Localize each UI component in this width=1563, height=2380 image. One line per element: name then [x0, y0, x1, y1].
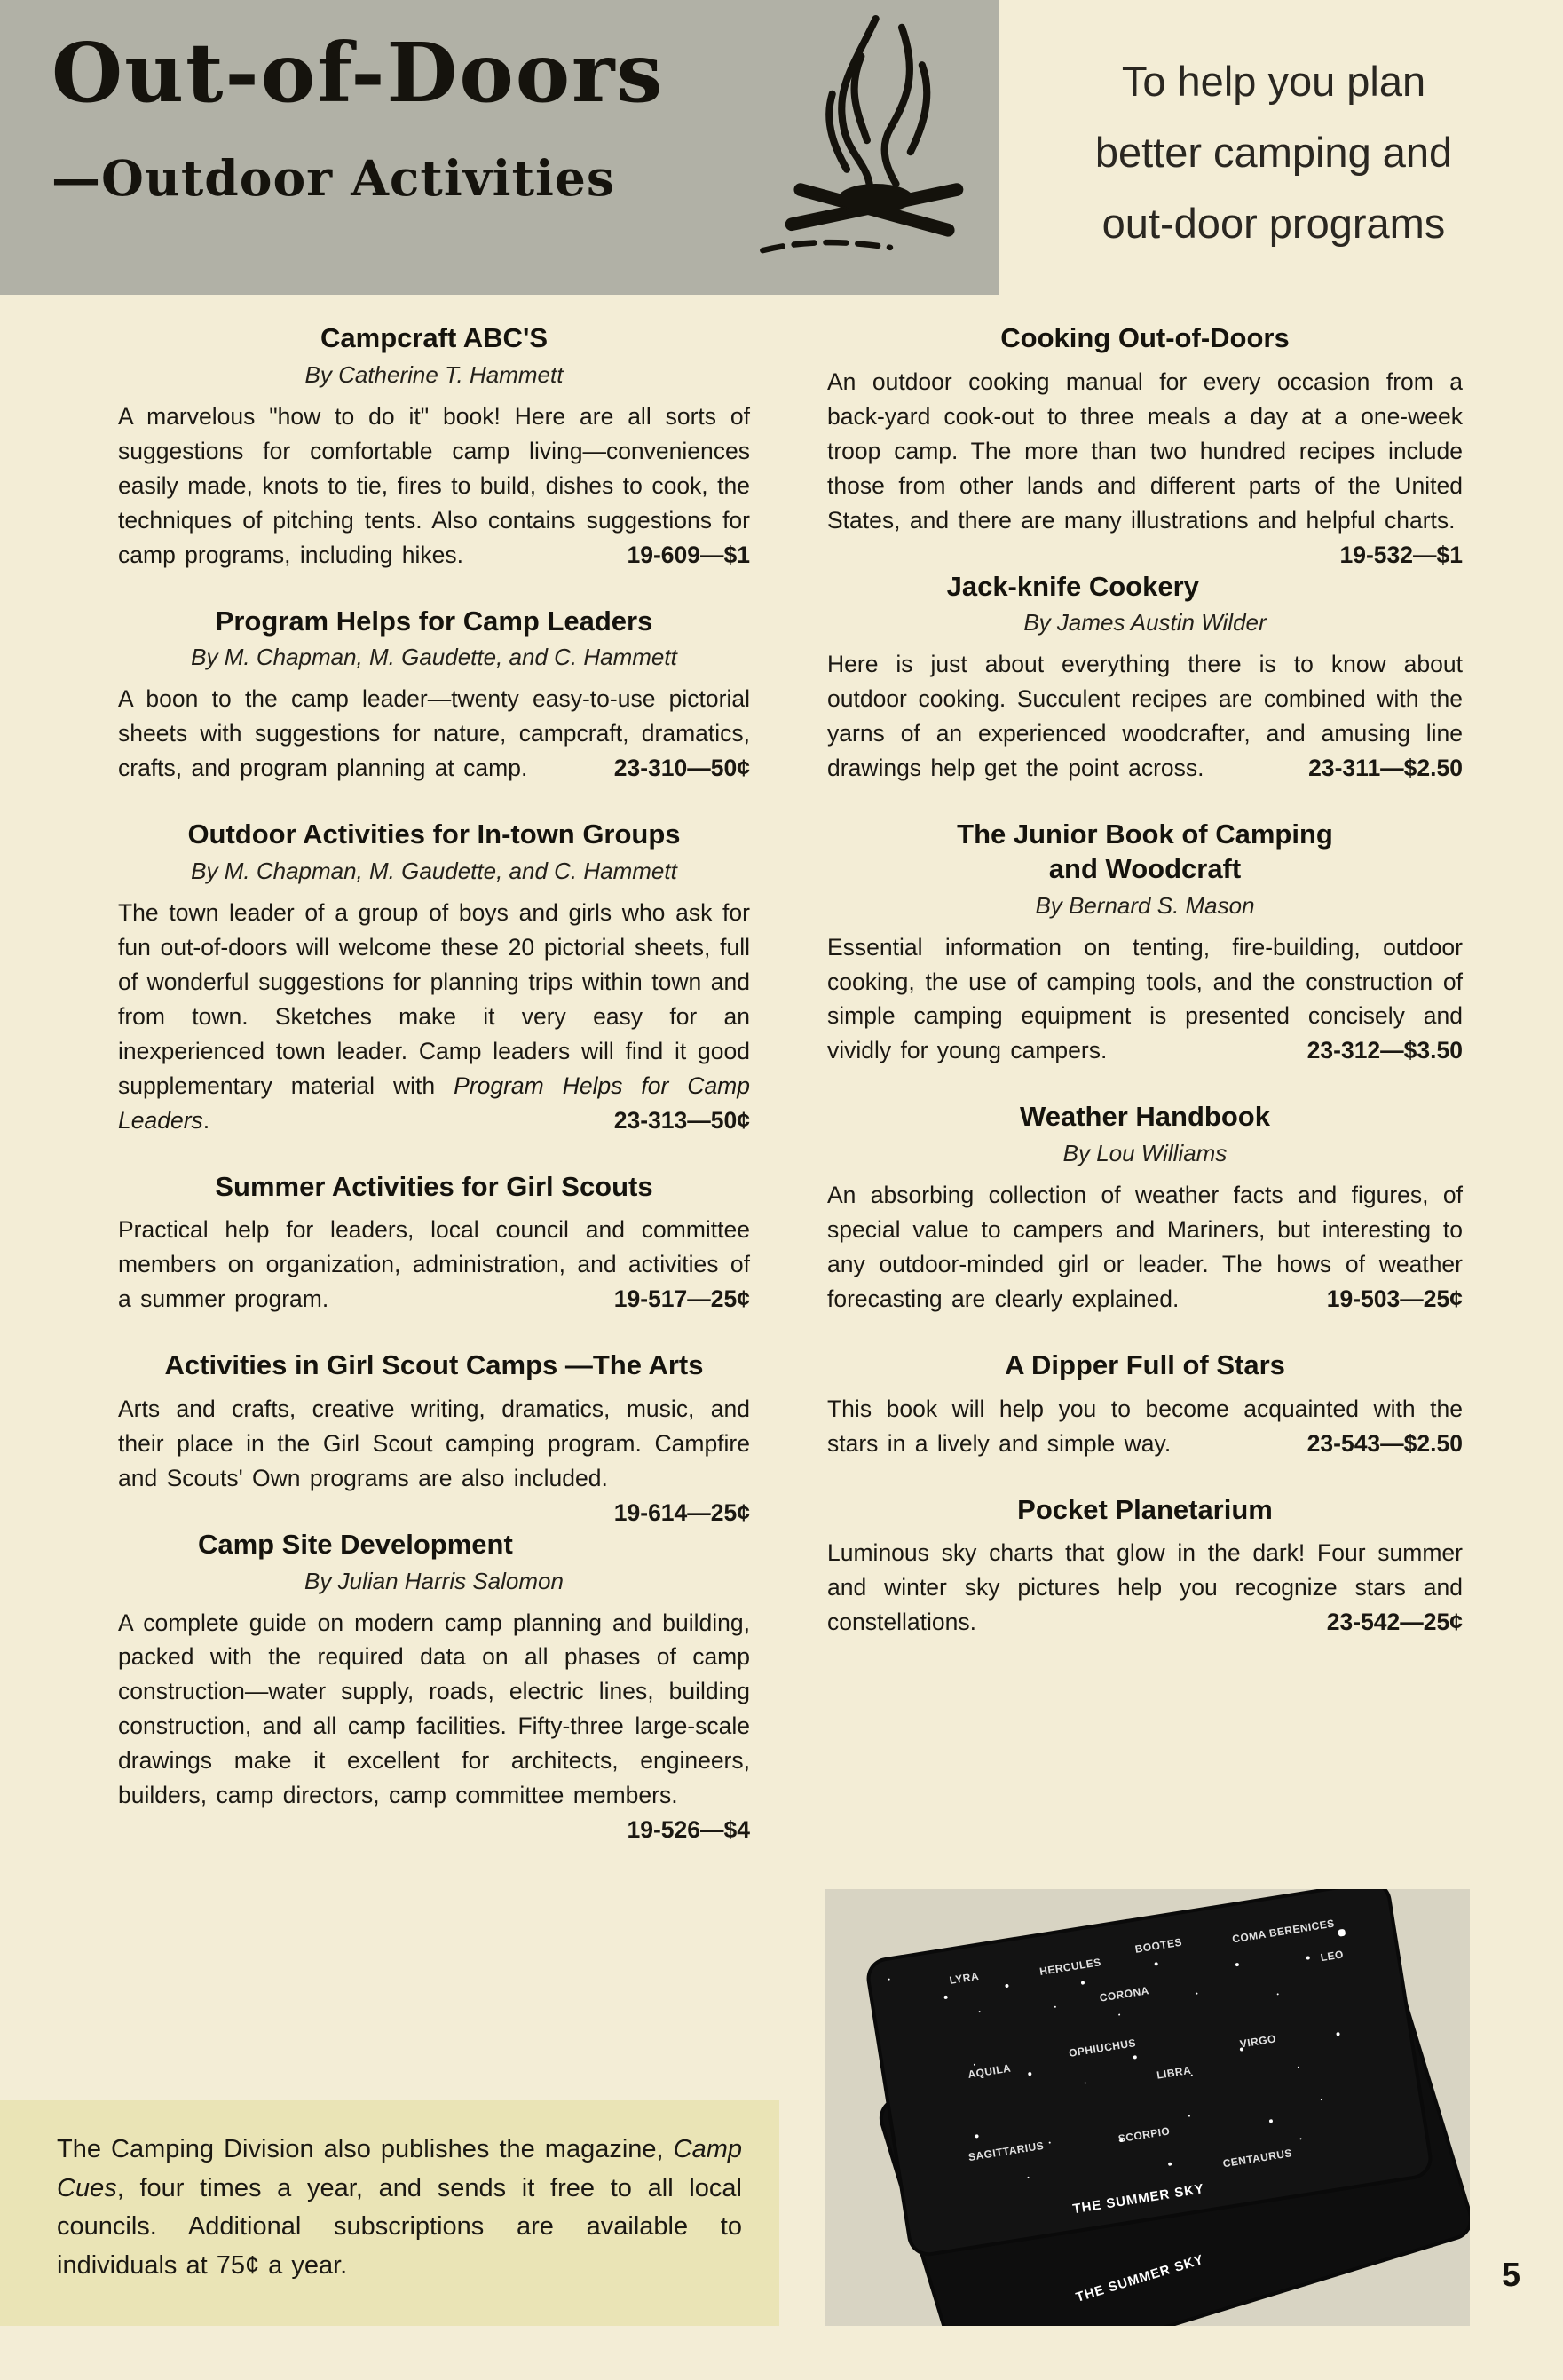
page-number: 5	[1501, 2257, 1520, 2294]
book-description-text: An absorbing collection of weather facts and figures, of special value to campers and Mariners, but interesting to any outdoor-minded girl or leader. The hows of weather forecasting are clearly explained.	[827, 1182, 1463, 1312]
book-title	[827, 818, 1463, 887]
book-description-text: Practical help for leaders, local council and committee members on organization, administration, and activities of a summer program.	[118, 1216, 750, 1313]
tagline	[1034, 46, 1513, 259]
constellation-label: BOOTES	[1133, 1935, 1183, 1956]
constellation-label: LIBRA	[1156, 2063, 1193, 2082]
tagline-line-2: better camping and	[1094, 128, 1453, 176]
page-title: Out-of-Doors	[51, 25, 665, 121]
book-title-line-2: and Woodcraft	[1048, 852, 1242, 884]
book-entry-jack-knife-cookery	[827, 570, 1463, 787]
constellation-dots	[888, 1979, 890, 1981]
book-code: 19-614—25¢	[613, 1498, 750, 1526]
book-title: Campcraft ABC'S	[320, 322, 548, 353]
tagline-line-1: To help you plan	[1121, 58, 1426, 105]
book-description	[118, 399, 750, 573]
note-pre: The Camping Division also publishes the magazine,	[57, 2135, 674, 2163]
constellation-label: CENTAURUS	[1221, 2147, 1293, 2170]
constellation-label: AQUILA	[967, 2061, 1013, 2081]
book-description	[827, 1536, 1463, 1640]
book-byline: By Catherine T. Hammett	[304, 360, 564, 388]
publisher-note-text	[57, 2131, 742, 2285]
book-entry-dipper-full-of-stars	[827, 1348, 1463, 1461]
book-entry-outdoor-activities-in-town	[118, 818, 750, 1137]
book-title: Jack-knife Cookery	[946, 570, 1199, 602]
book-code: 19-532—$1	[1339, 541, 1463, 568]
book-code: 19-503—25¢	[1326, 1285, 1463, 1312]
book-code: 19-609—$1	[627, 541, 750, 568]
book-entry-pocket-planetarium	[827, 1493, 1463, 1641]
star-chart-card-title: THE SUMMER SKY	[1071, 2181, 1206, 2218]
book-code: 23-543—$2.50	[1306, 1429, 1463, 1457]
book-description-text: A boon to the camp leader—twenty easy-to-use pictorial sheets with suggestions for nature, campcraft, dramatics, crafts, and program planning at camp.	[118, 685, 750, 782]
book-description	[118, 682, 750, 786]
right-column	[827, 321, 1463, 1672]
note-post: , four times a year, and sends it free to all local councils. Additional subscriptions are available to individuals at 75¢ a year.	[57, 2173, 742, 2280]
book-title: Camp Site Development	[197, 1528, 513, 1560]
book-description	[827, 1392, 1463, 1461]
constellation-label: COMA BERENICES	[1231, 1917, 1336, 1946]
book-code: 19-526—$4	[627, 1816, 750, 1844]
book-code: 23-310—50¢	[613, 755, 750, 782]
constellation-label: OPHIUCHUS	[1068, 2036, 1137, 2060]
book-title: Program Helps for Camp Leaders	[215, 605, 653, 637]
book-description-text: An outdoor cooking manual for every occasion from a back-yard cook-out to three meals a day at a one-week troop camp. The more than two hundred recipes include those from other lands and different parts of the United States, and there are many illustrations and helpful charts.	[827, 368, 1463, 534]
book-code: 19-517—25¢	[613, 1285, 750, 1313]
book-byline: By M. Chapman, M. Gaudette, and C. Hammett	[191, 644, 677, 671]
constellation-label: SCORPIO	[1117, 2124, 1172, 2146]
book-code: 23-312—$3.50	[1306, 1037, 1463, 1064]
constellation-label: VIRGO	[1238, 2032, 1277, 2051]
book-description-text: Essential information on tenting, fire-building, outdoor cooking, the use of camping tools, and the construction of simple camping equipment is presented concisely and vividly for young campers.	[827, 933, 1463, 1064]
book-description	[118, 896, 750, 1138]
book-code: 23-542—25¢	[1326, 1609, 1463, 1636]
publisher-note	[0, 2100, 779, 2326]
book-code: 23-313—50¢	[613, 1106, 750, 1134]
left-column	[118, 321, 750, 1847]
book-code: 23-311—$2.50	[1308, 755, 1463, 782]
star-chart-card-title: THE SUMMER SKY	[1074, 2251, 1206, 2305]
book-description	[827, 647, 1463, 786]
constellation-label: SAGITTARIUS	[967, 2139, 1046, 2164]
book-description-text: Luminous sky charts that glow in the dark! Four summer and winter sky pictures help you recognize stars and constellations.	[827, 1539, 1463, 1636]
book-description	[827, 1178, 1463, 1317]
book-entry-junior-book-of-camping	[827, 818, 1463, 1068]
book-description-text: Arts and crafts, creative writing, dramatics, music, and their place in the Girl Scout camping program. Campfire and Scouts' Own programs are also included.	[118, 1395, 750, 1491]
header-band	[0, 0, 999, 295]
book-description	[827, 365, 1463, 568]
book-byline: By Julian Harris Salomon	[304, 1567, 564, 1594]
campfire-icon	[750, 7, 999, 282]
note-magazine-name: Camp Cues	[57, 2135, 742, 2202]
book-title: A Dipper Full of Stars	[1005, 1348, 1285, 1380]
book-byline: By James Austin Wilder	[1023, 609, 1267, 637]
book-title-line-1: The Junior Book of Camping	[957, 818, 1333, 850]
constellation-label: CORONA	[1098, 1984, 1150, 2004]
book-description-text: A complete guide on modern camp planning and building, packed with the required data on all phases of camp construction—water supply, roads, electric lines, building construction, and all camp facilities. Fifty-three large-scale drawings make it excellent for architects, engineers, builders, camp directors, camp committee members.	[118, 1609, 750, 1809]
book-description-text: Here is just about everything there is to know about outdoor cooking. Succulent recipes are combined with the yarns of an experienced woodcrafter, and amusing line drawings help get the point across.	[827, 651, 1463, 782]
book-entry-summer-activities	[118, 1170, 750, 1317]
book-description	[827, 930, 1463, 1069]
constellation-label: LYRA	[948, 1969, 981, 1987]
book-title: Weather Handbook	[1020, 1101, 1270, 1133]
book-description-text: This book will help you to become acquainted with the stars in a lively and simple way.	[827, 1395, 1463, 1457]
book-description-text: The town leader of a group of boys and girls who ask for fun out-of-doors will welcome these 20 pictorial sheets, full of wonderful suggestions for planning trips within town and from town. Sketches make it very easy for an inexperienced town leader. Camp leaders will find it good supplementary material with	[118, 898, 750, 1099]
star-chart-photo	[825, 1889, 1470, 2326]
constellation-label: HERCULES	[1038, 1956, 1102, 1978]
book-title: Outdoor Activities for In-town Groups	[187, 818, 681, 850]
book-entry-camps-the-arts	[118, 1348, 750, 1526]
book-entry-campcraft-abcs	[118, 321, 750, 573]
book-byline: By Lou Williams	[1062, 1140, 1228, 1167]
book-byline: By Bernard S. Mason	[1035, 891, 1255, 919]
tagline-line-3: out-door programs	[1101, 199, 1446, 247]
book-entry-cooking-out-of-doors	[827, 321, 1463, 568]
book-entry-camp-site-development	[118, 1528, 750, 1844]
book-byline: By M. Chapman, M. Gaudette, and C. Hammett	[191, 857, 677, 884]
book-title: Cooking Out-of-Doors	[1000, 322, 1290, 353]
book-title: Activities in Girl Scout Camps —The Arts	[164, 1349, 704, 1381]
book-entry-program-helps	[118, 605, 750, 787]
constellation-label: LEO	[1319, 1948, 1345, 1965]
book-description-text: A marvelous "how to do it" book! Here are all sorts of suggestions for comfortable camp living—conveniences easily made, knots to tie, fires to build, dishes to cook, the techniques of pitching tents. Also contains suggestions for camp programs, including hikes.	[118, 402, 750, 568]
page-subtitle: —Outdoor Activities	[51, 149, 615, 207]
book-description-end: .	[202, 1106, 210, 1134]
book-entry-weather-handbook	[827, 1100, 1463, 1317]
book-description	[118, 1392, 750, 1526]
book-description	[118, 1606, 750, 1844]
book-description	[118, 1213, 750, 1317]
book-description-italic: Program Helps for Camp Leaders	[118, 1071, 750, 1134]
book-title: Pocket Planetarium	[1017, 1493, 1273, 1525]
book-title: Summer Activities for Girl Scouts	[215, 1170, 653, 1202]
